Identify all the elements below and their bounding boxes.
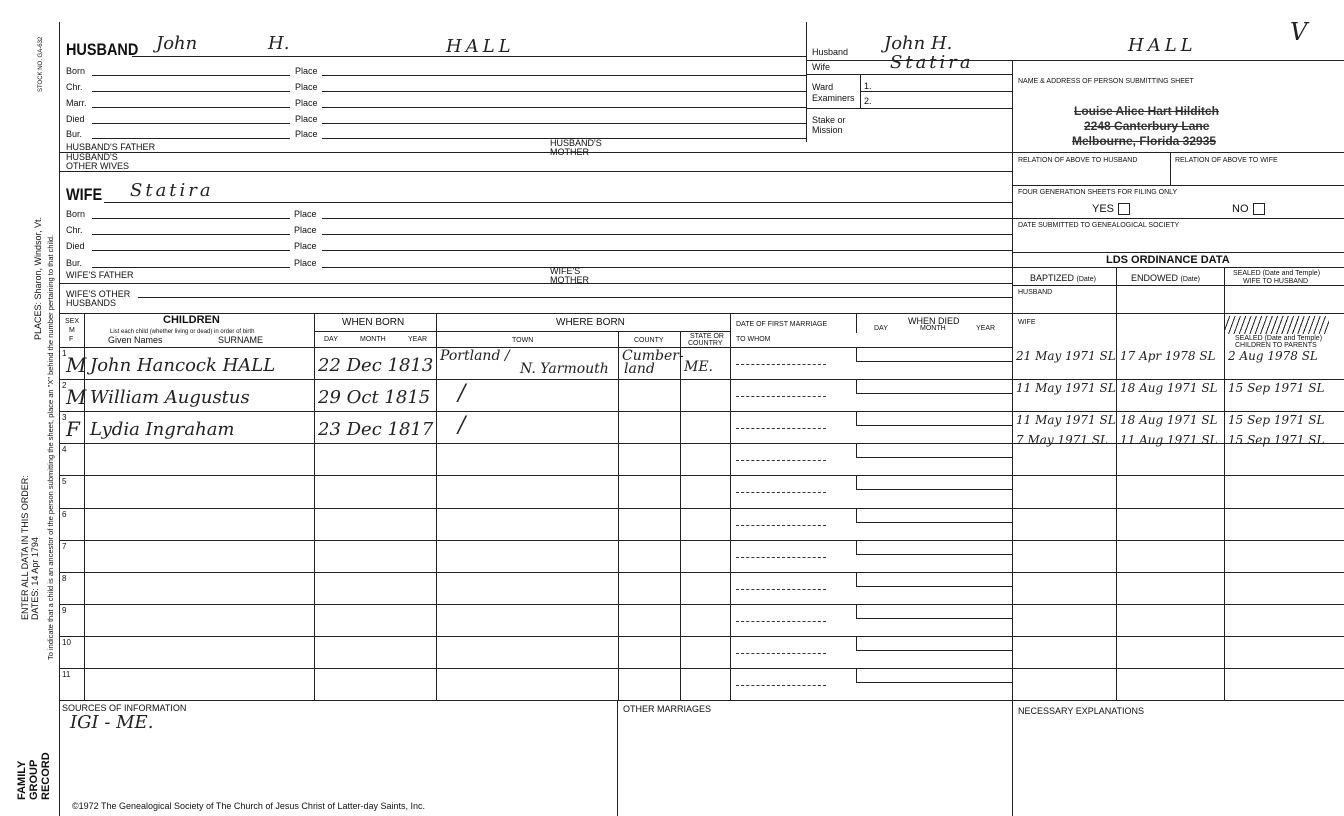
endowed-header: ENDOWED (Date) <box>1131 273 1200 283</box>
other-husbands-label-1: WIFE'S OTHER <box>66 289 131 299</box>
where-born-header: WHERE BORN <box>556 317 625 328</box>
stock-number: STOCK NO. GA-632 <box>38 36 44 92</box>
ditto-slash: / <box>458 413 466 438</box>
wife-heading: WIFE <box>66 185 103 204</box>
tr-husband-name: John H. <box>884 33 953 54</box>
child-name: William Augustus <box>90 387 250 408</box>
other-wives-label-1: HUSBAND'S <box>66 152 118 162</box>
form-title-3: RECORD <box>40 752 52 800</box>
sealed-wife-header-1: SEALED (Date and Temple) <box>1233 270 1321 277</box>
died-day: DAY <box>874 325 888 332</box>
husbands-mother-label-1: HUSBAND'S <box>550 138 602 148</box>
indicate-note: To indicate that a child is an ancestor of the person submitting the sheet, place an "X" behind the number pertaining to that child. <box>46 234 55 660</box>
places-note: PLACES: Sharon, Windsor, Vt. <box>33 216 43 340</box>
child-county: Cumber- <box>622 348 684 364</box>
husband-place-label: Place <box>295 129 318 139</box>
date-submitted-label: DATE SUBMITTED TO GENEALOGICAL SOCIETY <box>1018 222 1180 229</box>
dates-note: DATES: 14 Apr 1794 <box>30 537 40 620</box>
tr-husband-surname: HALL <box>1128 35 1197 56</box>
husband-chr-label: Chr. <box>66 82 83 92</box>
given-names-header: Given Names <box>108 335 163 345</box>
child-number: 1 <box>62 349 67 358</box>
form-title-2: GROUP <box>28 759 40 800</box>
child-number: 4 <box>62 445 67 454</box>
child-born: 22 Dec 1813 <box>318 355 434 376</box>
husband-place-label: Place <box>295 98 318 108</box>
wife-name: Statira <box>130 180 214 201</box>
wife-place-label: Place <box>294 209 317 219</box>
born-day: DAY <box>324 336 338 343</box>
wifes-mother-label-1: WIFE'S <box>550 266 581 276</box>
husband-place-label: Place <box>295 82 318 92</box>
husband-place-label: Place <box>295 114 318 124</box>
child-number: 5 <box>62 477 67 486</box>
husband-surname: HALL <box>446 36 515 57</box>
surname-header: SURNAME <box>218 335 264 345</box>
wife-bur-label: Bur. <box>66 258 83 268</box>
child-sex: M <box>66 353 87 377</box>
child-endowed: 18 Aug 1971 SL <box>1120 413 1218 427</box>
form-title-1: FAMILY <box>16 760 28 800</box>
necessary-explanations-label: NECESSARY EXPLANATIONS <box>1018 706 1145 716</box>
stake-label-2: Mission <box>812 125 843 135</box>
lds-wife-label: WIFE <box>1018 319 1036 326</box>
sealed-hatch <box>1225 316 1329 334</box>
relation-wife-label: RELATION OF ABOVE TO WIFE <box>1175 157 1278 164</box>
examiner-2: 2. <box>864 96 872 106</box>
wife-place-label: Place <box>294 225 317 235</box>
child-number: 8 <box>62 574 67 583</box>
child-sealed: 15 Sep 1971 SL <box>1228 413 1325 427</box>
wifes-father-label: WIFE'S FATHER <box>66 270 134 280</box>
wifes-mother-label-2: MOTHER <box>550 275 589 285</box>
wife-born-label: Born <box>66 209 86 219</box>
tr-wife-name: Statira <box>890 52 974 73</box>
copyright: ©1972 The Genealogical Society of The Church of Jesus Christ of Latter-day Saints, Inc. <box>72 801 425 811</box>
four-gen-label: FOUR GENERATION SHEETS FOR FILING ONLY <box>1018 189 1178 196</box>
yes-checkbox[interactable]: YES <box>1092 203 1130 215</box>
child-county-2: land <box>624 361 655 377</box>
husband-bur-label: Bur. <box>66 129 83 139</box>
ditto-slash: / <box>458 381 466 406</box>
submitter-label: NAME & ADDRESS OF PERSON SUBMITTING SHEET <box>1018 78 1194 85</box>
children-header: CHILDREN <box>163 314 220 326</box>
child-baptized: 21 May 1971 SL <box>1016 349 1116 363</box>
husband-marr-label: Marr. <box>66 98 87 108</box>
husband-given-name: John <box>156 33 198 54</box>
sources-value: IGI - ME. <box>70 712 154 733</box>
husband-died-label: Died <box>66 114 85 124</box>
child-town: Portland / <box>440 348 510 364</box>
to-whom-header: TO WHOM <box>736 336 771 343</box>
child-number: 11 <box>62 670 71 679</box>
child-number: 3 <box>62 413 67 422</box>
first-marriage-header: DATE OF FIRST MARRIAGE <box>736 321 828 328</box>
sex-header: SEX <box>65 318 80 325</box>
lds-title: LDS ORDINANCE DATA <box>1106 254 1230 266</box>
lds-husband-label: HUSBAND <box>1018 289 1053 296</box>
died-month: MONTH <box>920 325 946 332</box>
extra-sealed: 15 Sep 1971 SL <box>1228 433 1325 447</box>
child-baptized: 11 May 1971 SL <box>1016 413 1116 427</box>
extra-endowed: 11 Aug 1971 SL <box>1120 433 1218 447</box>
sealed-wife-header-2: WIFE TO HUSBAND <box>1243 278 1309 285</box>
husbands-father-label: HUSBAND'S FATHER <box>66 142 156 152</box>
submitter-line-1: Louise Alice Hart Hilditch <box>1074 104 1219 118</box>
died-year: YEAR <box>976 325 996 332</box>
child-sealed: 2 Aug 1978 SL <box>1228 349 1318 363</box>
stake-label-1: Stake or <box>812 115 846 125</box>
when-died-header: WHEN DIED <box>908 316 960 326</box>
when-born-header: WHEN BORN <box>342 317 405 328</box>
submitter-line-2: 2248 Canterbury Lane <box>1084 119 1210 133</box>
husband-born-label: Born <box>66 66 86 76</box>
check-mark: V <box>1290 18 1308 46</box>
other-husbands-label-2: HUSBANDS <box>66 298 117 308</box>
child-number: 10 <box>62 638 71 647</box>
extra-baptized: 7 May 1971 SL <box>1016 433 1109 447</box>
child-endowed: 18 Aug 1971 SL <box>1120 381 1218 395</box>
town-header: TOWN <box>512 337 534 344</box>
examiners-label: Examiners <box>812 93 855 103</box>
child-born: 29 Oct 1815 <box>318 387 431 408</box>
child-town-2: N. Yarmouth <box>520 361 609 377</box>
sealed-children-header-1: SEALED (Date and Temple) <box>1235 335 1323 342</box>
child-state: ME. <box>684 359 714 375</box>
child-baptized: 11 May 1971 SL <box>1016 381 1116 395</box>
husband-heading: HUSBAND <box>66 40 139 59</box>
sex-f: F <box>69 336 74 343</box>
child-name: Lydia Ingraham <box>90 419 235 440</box>
husband-initial: H. <box>268 33 290 54</box>
child-endowed: 17 Apr 1978 SL <box>1120 349 1216 363</box>
child-number: 2 <box>62 381 67 390</box>
sealed-children-header-2: CHILDREN TO PARENTS <box>1235 342 1317 349</box>
ward-label: Ward <box>812 82 834 92</box>
tr-husband-label: Husband <box>812 47 849 57</box>
sources-label: SOURCES OF INFORMATION <box>62 703 187 713</box>
wife-place-label: Place <box>294 241 317 251</box>
born-month: MONTH <box>360 336 386 343</box>
tr-wife-label: Wife <box>812 62 830 72</box>
wife-place-label: Place <box>294 258 317 268</box>
submitter-line-3: Melbourne, Florida 32935 <box>1072 134 1217 148</box>
child-name: John Hancock HALL <box>90 355 276 376</box>
sex-m: M <box>69 327 75 334</box>
child-number: 9 <box>62 606 67 615</box>
child-sealed: 15 Sep 1971 SL <box>1228 381 1325 395</box>
wife-chr-label: Chr. <box>66 225 83 235</box>
examiner-1: 1. <box>864 81 872 91</box>
child-number: 6 <box>62 510 67 519</box>
child-sex: M <box>66 385 87 409</box>
child-born: 23 Dec 1817 <box>318 419 434 440</box>
state-header-2: COUNTRY <box>688 340 723 347</box>
enter-all-note: ENTER ALL DATA IN THIS ORDER: <box>20 475 30 620</box>
relation-husband-label: RELATION OF ABOVE TO HUSBAND <box>1018 157 1138 164</box>
county-header: COUNTY <box>634 337 664 344</box>
baptized-header: BAPTIZED (Date) <box>1030 273 1096 283</box>
wife-died-label: Died <box>66 241 85 251</box>
no-checkbox[interactable]: NO <box>1232 203 1265 215</box>
born-year: YEAR <box>408 336 428 343</box>
other-marriages-label: OTHER MARRIAGES <box>623 704 712 714</box>
child-number: 7 <box>62 542 67 551</box>
husbands-mother-label-2: MOTHER <box>550 147 589 157</box>
other-wives-label-2: OTHER WIVES <box>66 161 130 171</box>
child-sex: F <box>66 417 80 441</box>
husband-place-label: Place <box>295 66 318 76</box>
state-header-1: STATE OR <box>690 333 724 340</box>
list-note: List each child (whether living or dead) in order of birth <box>110 329 255 335</box>
